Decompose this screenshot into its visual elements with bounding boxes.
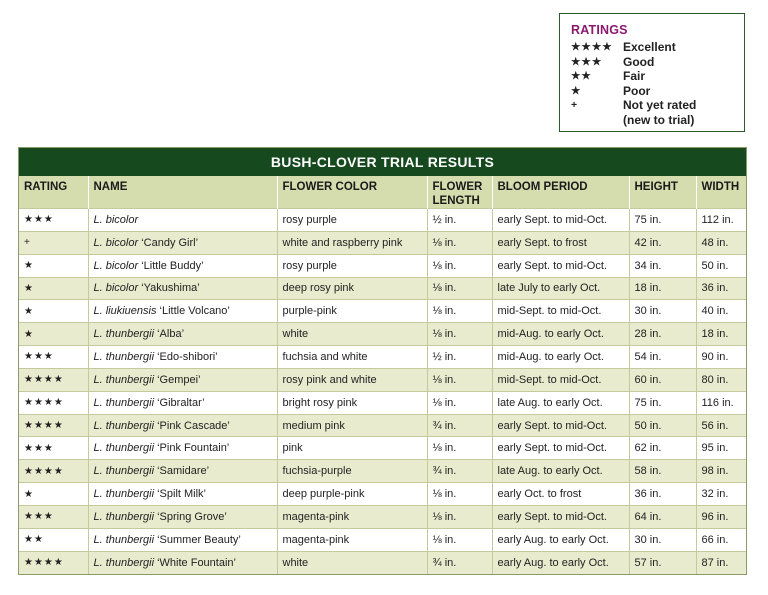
table-row <box>19 391 746 414</box>
header-bloom-period: BLOOM PERIOD <box>492 176 629 209</box>
cultivar-name: ‘Spring Grove’ <box>154 510 227 523</box>
rating-star-icon: ★★ <box>571 70 592 82</box>
legend-row <box>571 69 744 84</box>
bloom-period-cell: late Aug. to early Oct. <box>492 460 629 483</box>
cultivar-name: ‘Candy Girl’ <box>138 236 199 249</box>
flower-color-cell: rosy purple <box>277 254 427 277</box>
name-cell <box>88 254 277 277</box>
flower-length-cell: ¾ in. <box>427 460 492 483</box>
width-cell: 80 in. <box>696 368 746 391</box>
table-row <box>19 414 746 437</box>
species-name: L. bicolor <box>93 259 139 272</box>
legend-label: Fair <box>623 69 646 83</box>
cultivar-name: ‘Alba’ <box>154 328 185 341</box>
legend-row <box>571 84 744 99</box>
flower-color-cell: white <box>277 551 427 574</box>
rating-star-icon: ★★★ <box>571 55 603 68</box>
header-width: WIDTH <box>696 176 746 209</box>
rating-cell: ★ <box>19 254 88 277</box>
legend-label: Not yet rated (new to trial) <box>623 98 697 127</box>
width-cell: 112 in. <box>696 209 746 232</box>
table-row <box>19 528 746 551</box>
species-name: L. thunbergii <box>93 373 155 386</box>
cultivar-name: ‘Edo-shibori’ <box>154 350 218 363</box>
height-cell: 34 in. <box>629 254 696 277</box>
name-cell <box>88 414 277 437</box>
name-cell <box>88 231 277 254</box>
flower-color-cell: white <box>277 323 427 346</box>
cultivar-name: ‘Pink Cascade’ <box>154 419 230 432</box>
flower-color-cell: white and raspberry pink <box>277 231 427 254</box>
height-cell: 36 in. <box>629 483 696 506</box>
species-name: L. thunbergii <box>93 442 155 455</box>
cultivar-name: ‘Samidare’ <box>154 465 210 478</box>
name-cell <box>88 437 277 460</box>
rating-cell: + <box>19 231 88 254</box>
bloom-period-cell: early Sept. to mid-Oct. <box>492 414 629 437</box>
height-cell: 62 in. <box>629 437 696 460</box>
flower-color-cell: rosy purple <box>277 209 427 232</box>
name-cell <box>88 323 277 346</box>
table-row <box>19 323 746 346</box>
legend-row <box>571 40 744 55</box>
legend-label: Poor <box>623 83 651 98</box>
flower-length-cell: ¾ in. <box>427 414 492 437</box>
rating-cell: ★★★★ <box>19 391 88 414</box>
table-row <box>19 231 746 254</box>
species-name: L. liukiuensis <box>93 305 157 318</box>
height-cell: 30 in. <box>629 300 696 323</box>
bloom-period-cell: late Aug. to early Oct. <box>492 391 629 414</box>
flower-length-cell: ⅛ in. <box>427 231 492 254</box>
bloom-period-cell: late July to early Oct. <box>492 277 629 300</box>
legend-row <box>571 98 744 127</box>
rating-cell: ★ <box>19 323 88 346</box>
header-row <box>19 176 746 209</box>
rating-cell: ★ <box>19 277 88 300</box>
flower-color-cell: rosy pink and white <box>277 368 427 391</box>
rating-cell: ★ <box>19 483 88 506</box>
flower-length-cell: ½ in. <box>427 346 492 369</box>
height-cell: 18 in. <box>629 277 696 300</box>
width-cell: 116 in. <box>696 391 746 414</box>
height-cell: 30 in. <box>629 528 696 551</box>
header-flower-length: FLOWER LENGTH <box>427 176 492 209</box>
bloom-period-cell: early Sept. to mid-Oct. <box>492 437 629 460</box>
bloom-period-cell: early Sept. to mid-Oct. <box>492 254 629 277</box>
species-name: L. thunbergii <box>93 419 155 432</box>
bloom-period-cell: mid-Aug. to early Oct. <box>492 323 629 346</box>
name-cell <box>88 460 277 483</box>
header-rating: RATING <box>19 176 88 209</box>
flower-color-cell: purple-pink <box>277 300 427 323</box>
width-cell: 56 in. <box>696 414 746 437</box>
flower-length-cell: ⅛ in. <box>427 528 492 551</box>
flower-length-cell: ⅛ in. <box>427 437 492 460</box>
flower-length-cell: ⅛ in. <box>427 368 492 391</box>
bloom-period-cell: mid-Sept. to mid-Oct. <box>492 368 629 391</box>
flower-color-cell: deep purple-pink <box>277 483 427 506</box>
rating-star-icon: ★★★★ <box>571 41 613 53</box>
flower-color-cell: pink <box>277 437 427 460</box>
header-height: HEIGHT <box>629 176 696 209</box>
flower-color-cell: medium pink <box>277 414 427 437</box>
cultivar-name: ‘White Fountain’ <box>154 556 236 569</box>
table-row <box>19 483 746 506</box>
height-cell: 50 in. <box>629 414 696 437</box>
height-cell: 42 in. <box>629 231 696 254</box>
table-row <box>19 505 746 528</box>
width-cell: 48 in. <box>696 231 746 254</box>
table-body <box>19 209 746 575</box>
width-cell: 32 in. <box>696 483 746 506</box>
header-name: NAME <box>88 176 277 209</box>
species-name: L. thunbergii <box>93 488 155 501</box>
height-cell: 75 in. <box>629 209 696 232</box>
flower-color-cell: deep rosy pink <box>277 277 427 300</box>
rating-cell: ★★★ <box>19 437 88 460</box>
table-row <box>19 460 746 483</box>
legend-title: RATINGS <box>571 23 628 37</box>
ratings-legend <box>559 13 745 132</box>
species-name: L. thunbergii <box>93 556 155 569</box>
width-cell: 96 in. <box>696 505 746 528</box>
flower-length-cell: ⅛ in. <box>427 277 492 300</box>
results-grid <box>19 176 746 574</box>
species-name: L. thunbergii <box>93 328 155 341</box>
rating-cell: ★★★★ <box>19 368 88 391</box>
rating-cell: ★★★★ <box>19 460 88 483</box>
rating-cell: ★★ <box>19 528 88 551</box>
width-cell: 90 in. <box>696 346 746 369</box>
name-cell <box>88 300 277 323</box>
rating-cell: ★★★★ <box>19 414 88 437</box>
flower-length-cell: ¾ in. <box>427 551 492 574</box>
legend-label: Good <box>623 54 655 69</box>
height-cell: 60 in. <box>629 368 696 391</box>
table-row <box>19 300 746 323</box>
rating-cell: ★ <box>19 300 88 323</box>
width-cell: 95 in. <box>696 437 746 460</box>
width-cell: 66 in. <box>696 528 746 551</box>
table-title: BUSH-CLOVER TRIAL RESULTS <box>19 148 746 176</box>
width-cell: 18 in. <box>696 323 746 346</box>
height-cell: 75 in. <box>629 391 696 414</box>
flower-color-cell: fuchsia-purple <box>277 460 427 483</box>
cultivar-name: ‘Little Volcano’ <box>156 305 230 318</box>
bloom-period-cell: early Sept. to frost <box>492 231 629 254</box>
name-cell <box>88 391 277 414</box>
species-name: L. thunbergii <box>93 465 155 478</box>
flower-length-cell: ⅛ in. <box>427 300 492 323</box>
rating-star-icon: + <box>571 99 579 111</box>
table-row <box>19 346 746 369</box>
name-cell <box>88 551 277 574</box>
table-row <box>19 254 746 277</box>
table-row <box>19 277 746 300</box>
name-cell <box>88 346 277 369</box>
name-cell <box>88 483 277 506</box>
table-row <box>19 368 746 391</box>
rating-star-icon: ★ <box>571 84 582 97</box>
cultivar-name: ‘Gibraltar’ <box>154 396 205 409</box>
cultivar-name: ‘Summer Beauty’ <box>154 533 241 546</box>
flower-color-cell: fuchsia and white <box>277 346 427 369</box>
bloom-period-cell: early Aug. to early Oct. <box>492 551 629 574</box>
species-name: L. bicolor <box>93 213 139 226</box>
rating-cell: ★★★ <box>19 505 88 528</box>
flower-length-cell: ⅛ in. <box>427 391 492 414</box>
rating-cell: ★★★★ <box>19 551 88 574</box>
cultivar-name: ‘Yakushima’ <box>138 282 200 295</box>
species-name: L. bicolor <box>93 236 139 249</box>
table-row <box>19 437 746 460</box>
height-cell: 58 in. <box>629 460 696 483</box>
flower-length-cell: ⅛ in. <box>427 254 492 277</box>
name-cell <box>88 277 277 300</box>
height-cell: 57 in. <box>629 551 696 574</box>
rating-cell: ★★★ <box>19 209 88 232</box>
header-flower-color: FLOWER COLOR <box>277 176 427 209</box>
cultivar-name: ‘Spilt Milk’ <box>154 488 206 501</box>
flower-length-cell: ⅛ in. <box>427 505 492 528</box>
bloom-period-cell: mid-Sept. to mid-Oct. <box>492 300 629 323</box>
width-cell: 98 in. <box>696 460 746 483</box>
bloom-period-cell: early Oct. to frost <box>492 483 629 506</box>
bloom-period-cell: early Sept. to mid-Oct. <box>492 209 629 232</box>
height-cell: 28 in. <box>629 323 696 346</box>
rating-cell: ★★★ <box>19 346 88 369</box>
height-cell: 54 in. <box>629 346 696 369</box>
height-cell: 64 in. <box>629 505 696 528</box>
cultivar-name: ‘Gempei’ <box>154 373 201 386</box>
width-cell: 36 in. <box>696 277 746 300</box>
name-cell <box>88 505 277 528</box>
species-name: L. thunbergii <box>93 396 155 409</box>
species-name: L. thunbergii <box>93 533 155 546</box>
species-name: L. thunbergii <box>93 350 155 363</box>
bloom-period-cell: early Sept. to mid-Oct. <box>492 505 629 528</box>
flower-color-cell: magenta-pink <box>277 528 427 551</box>
table-row <box>19 551 746 574</box>
flower-length-cell: ⅛ in. <box>427 483 492 506</box>
flower-length-cell: ½ in. <box>427 209 492 232</box>
name-cell <box>88 209 277 232</box>
species-name: L. bicolor <box>93 282 139 295</box>
bloom-period-cell: mid-Aug. to early Oct. <box>492 346 629 369</box>
name-cell <box>88 368 277 391</box>
legend-items <box>571 40 744 127</box>
legend-row <box>571 55 744 70</box>
width-cell: 40 in. <box>696 300 746 323</box>
legend-label: Excellent <box>623 40 676 54</box>
species-name: L. thunbergii <box>93 510 155 523</box>
flower-color-cell: magenta-pink <box>277 505 427 528</box>
trial-results-table <box>18 147 747 575</box>
table-row <box>19 209 746 232</box>
bloom-period-cell: early Aug. to early Oct. <box>492 528 629 551</box>
width-cell: 87 in. <box>696 551 746 574</box>
cultivar-name: ‘Little Buddy’ <box>138 259 204 272</box>
flower-color-cell: bright rosy pink <box>277 391 427 414</box>
name-cell <box>88 528 277 551</box>
flower-length-cell: ⅛ in. <box>427 323 492 346</box>
cultivar-name: ‘Pink Fountain’ <box>154 442 230 455</box>
width-cell: 50 in. <box>696 254 746 277</box>
